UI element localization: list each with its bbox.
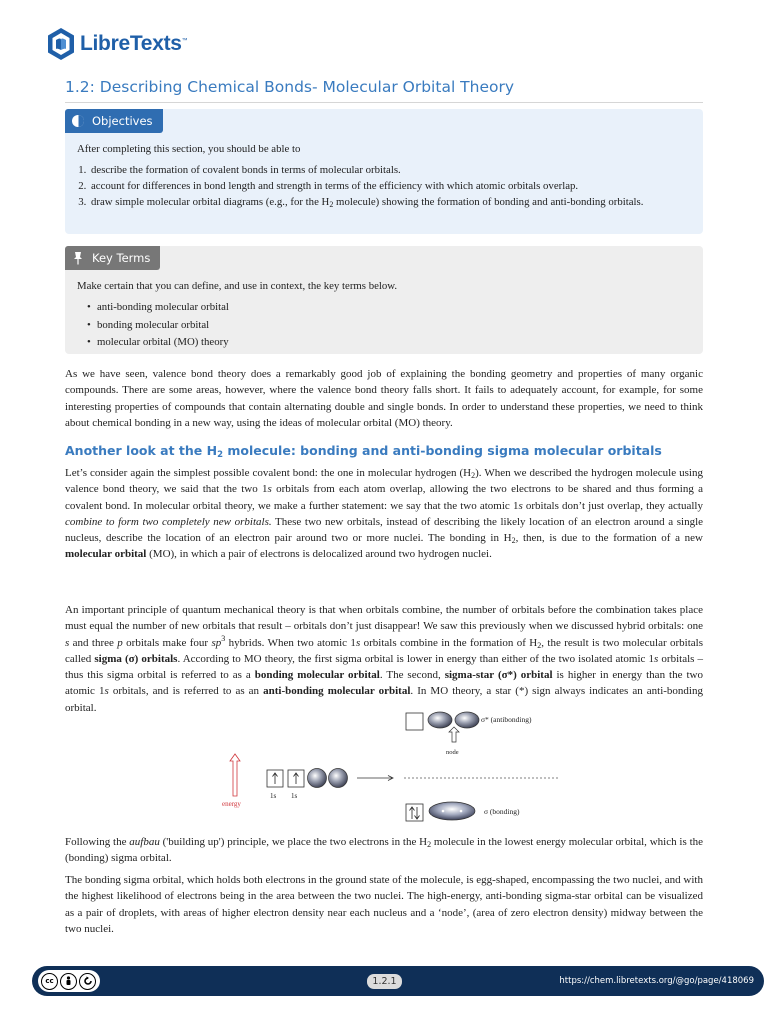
objectives-box	[65, 109, 703, 234]
cc-license-badge[interactable]	[38, 970, 100, 992]
combine-arrow	[357, 776, 393, 781]
key-terms-intro: Make certain that you can define, and use in context, the key terms below.	[77, 280, 398, 292]
brand-name: LibreTexts™	[80, 32, 188, 55]
energy-label: energy	[222, 800, 241, 808]
antibonding-label: σ* (antibonding)	[481, 715, 532, 724]
page-url-link[interactable]: https://chem.libretexts.org/@go/page/418069	[559, 976, 754, 986]
key-term-item: • molecular orbital (MO) theory	[87, 334, 693, 352]
antibonding-electron-box	[406, 713, 423, 730]
intro-paragraph: As we have seen, valence bond theory does a remarkably good job of explaining the bonding geometry and properties of many organic compounds. There are some areas, however, where the valence bond theory falls short. It fails to adequately account, for example, for some interesting properties of compounds that contain alternating double and single bonds. In order to understand these properties, we need to think about chemical bonding in a new way, using the ideas of molecular orbital (MO) theory.	[65, 368, 703, 429]
objective-item: 2. account for differences in bond length and strength in terms of the efficiency with which atomic orbitals overlap.	[89, 178, 693, 194]
key-term-item: • anti-bonding molecular orbital	[87, 299, 693, 317]
bonding-electron-box	[406, 804, 423, 821]
objectives-list	[89, 162, 693, 210]
orbital-shape-paragraph: The bonding sigma orbital, which holds both electrons in the ground state of the molecule, is egg-shaped, encompassing the two nuclei, and with the highest likelihood of electrons being in the area between the two nuclei. The high-energy, anti-bonding sigma-star orbital can be visualized as a pair of droplets, with areas of higher electron density near each nucleus and a ‘node’, (area of zero electron density) midway between the two nuclei.	[65, 874, 703, 935]
objectives-heading: Objectives	[92, 114, 153, 128]
objectives-header	[65, 109, 163, 133]
libretexts-logo[interactable]	[46, 26, 187, 62]
half-circle-icon	[71, 114, 85, 128]
key-terms-box	[65, 246, 703, 354]
atomic-1s-label-a: 1s	[270, 792, 277, 800]
aufbau-paragraph: Following the aufbau ('building up') principle, we place the two electrons in the $H_2$ molecule in the lowest energy molecular orbital, which is the (bonding) sigma orbital.	[65, 836, 704, 865]
libretexts-logo-icon	[46, 27, 76, 61]
page-number-badge: 1.2.1	[367, 974, 402, 989]
h-atom-orbital-a	[308, 769, 327, 788]
node-label: node	[446, 749, 459, 756]
antibonding-lobe-right	[455, 712, 479, 728]
key-terms-header	[65, 246, 160, 270]
sa-icon	[79, 973, 96, 990]
atomic-1s-label-b: 1s	[291, 792, 298, 800]
h2-bond-paragraph: Let’s consider again the simplest possible covalent bond: the one in molecular hydrogen $(H_2)$. When we described the hydrogen molecule using valence bond theory, we said that the two 1s orbitals from each atom overlap, allowing the two electrons to be shared and thus forming a covalent bond. In molecular orbital theory, we make a further statement: we say that the two atomic 1s orbitals don’t just overlap, they actually combine to form two completely new orbitals. These two new orbitals, instead of describing the likely location of an electron around a single nucleus, describe the location of an electron pair around two or more nuclei. The bonding in $H_2$, then, is due to the formation of a new molecular orbital (MO), in which a pair of electrons is delocalized around two hydrogen nuclei.	[65, 467, 704, 561]
orbital-combination-paragraph: An important principle of quantum mechanical theory is that when orbitals combine, the number of orbitals before the combination takes place must equal the number of new orbitals that result – orbitals don’t just disappear! We saw this previously when we discussed hybrid orbitals: one s and three p orbitals make four $sp^3$ hybrids. When two atomic 1s orbitals combine in the formation of $H_2$, the result is two molecular orbitals called sigma (σ) orbitals. According to MO theory, the first sigma orbital is lower in energy than either of the two isolated atomic 1s orbitals – thus this sigma orbital is referred to as a bonding molecular orbital. The second, sigma-star (σ*) orbital is higher in energy than the two atomic 1s orbitals, and is referred to as an anti-bonding molecular orbital. In MO theory, a star (*) sign always indicates an anti-bonding orbital.	[65, 604, 704, 714]
cc-icon: cc	[41, 973, 58, 990]
section-heading: Another look at the $H_2$ molecule: bonding and anti-bonding sigma molecular orbitals	[65, 443, 662, 460]
antibonding-lobe-left	[428, 712, 452, 728]
bonding-orbital	[429, 802, 475, 820]
key-terms-heading: Key Terms	[92, 251, 151, 265]
objective-item: 1. describe the formation of covalent bonds in terms of molecular orbitals.	[89, 162, 693, 178]
key-term-item: • bonding molecular orbital	[87, 317, 693, 335]
objectives-intro: After completing this section, you should be able to	[77, 143, 301, 155]
key-terms-list	[87, 299, 693, 352]
pushpin-icon	[71, 251, 85, 265]
mo-diagram	[214, 708, 570, 828]
energy-arrow	[230, 754, 240, 796]
page-title: 1.2: Describing Chemical Bonds- Molecular Orbital Theory	[65, 78, 703, 103]
node-arrow	[449, 727, 459, 742]
h-atom-orbital-b	[329, 769, 348, 788]
by-icon	[60, 973, 77, 990]
page-footer	[32, 966, 764, 996]
bonding-label: σ (bonding)	[484, 807, 520, 816]
objective-item: 3. draw simple molecular orbital diagrams (e.g., for the $H_2$ molecule) showing the formation of bonding and anti-bonding orbitals.	[89, 194, 693, 210]
